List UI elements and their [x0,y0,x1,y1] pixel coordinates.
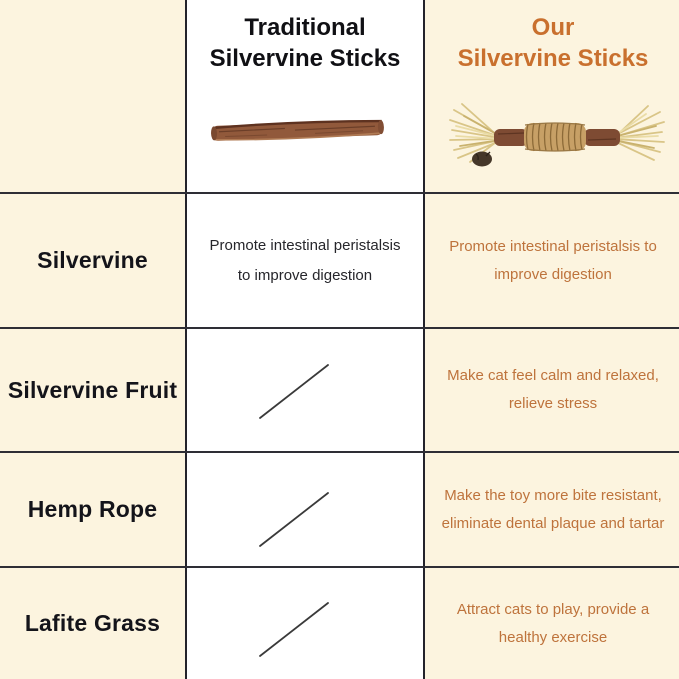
benefit-line: eliminate dental plaque and tartar [441,514,665,532]
wrapped-silvervine-stick-icon [448,96,666,180]
benefit-line: Promote intestinal peristalsis to [449,237,657,255]
row-label-silvervine-fruit: Silvervine Fruit [7,376,178,403]
ours-lafite-grass-benefit [429,568,677,679]
benefit-line: improve digestion [494,265,612,283]
benefit-line: relieve stress [508,395,598,412]
title-line: Silvervine Sticks [209,45,401,72]
ours-silvervine-benefit [429,194,677,327]
ours-silvervine-fruit-benefit [429,329,677,451]
benefit-line: healthy exercise [498,628,608,646]
title-line: Silvervine Sticks [457,45,649,72]
benefit-line: Promote intestinal peristalsis [209,236,401,254]
benefit-line: to improve digestion [237,266,373,284]
title-line: Our [531,14,575,41]
ours-hemp-rope-benefit [429,453,677,566]
traditional-column-title [187,12,423,74]
title-line: Traditional [244,14,366,41]
row-label-silvervine: Silvervine [37,247,148,273]
not-included-slash-icon [256,489,332,549]
benefit-line: Make cat feel calm and relaxed, [447,367,659,384]
our-column-title [427,12,679,74]
traditional-column-background [185,0,425,679]
benefit-line: Attract cats to play, provide a [456,600,650,618]
row-label-hemp-rope: Hemp Rope [27,496,158,522]
row-label-lafite-grass: Lafite Grass [24,610,161,636]
not-included-slash-icon [256,361,332,421]
plain-silvervine-stick-icon [205,110,390,152]
benefit-line: Make the toy more bite resistant, [444,486,662,504]
traditional-silvervine-benefit [189,194,421,327]
not-included-slash-icon [256,599,332,659]
